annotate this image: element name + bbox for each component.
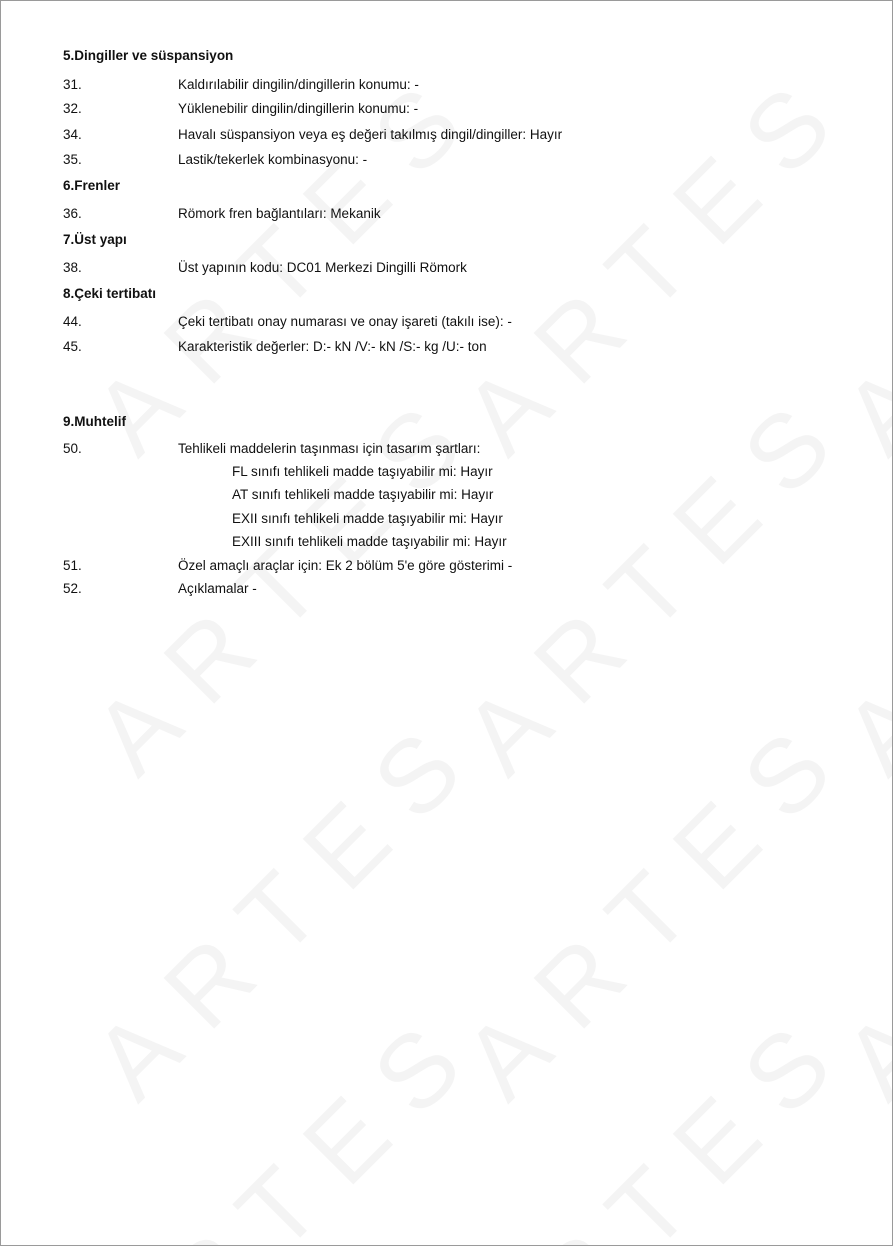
watermark <box>71 363 505 797</box>
watermark <box>441 363 875 797</box>
section-heading-muhtelif: 9.Muhtelif <box>63 414 126 429</box>
sub-item-text: EXII sınıfı tehlikeli madde taşıyabilir mi: Hayır <box>232 511 503 526</box>
item-number: 34. <box>63 127 82 142</box>
watermark <box>71 983 505 1246</box>
item-text: Çeki tertibatı onay numarası ve onay işareti (takılı ise): - <box>178 314 512 329</box>
section-heading-frenler: 6.Frenler <box>63 178 121 193</box>
item-text: Lastik/tekerlek kombinasyonu: - <box>178 152 368 167</box>
item-number: 52. <box>63 581 82 596</box>
sub-item-text: AT sınıfı tehlikeli madde taşıyabilir mi: Hayır <box>232 487 494 502</box>
item-number: 45. <box>63 339 82 354</box>
watermark <box>821 363 893 797</box>
watermark <box>441 43 875 477</box>
watermark <box>71 688 505 1122</box>
watermark <box>441 688 875 1122</box>
item-text: Kaldırılabilir dingilin/dingillerin konumu: - <box>178 77 419 92</box>
item-number: 44. <box>63 314 82 329</box>
section-heading-ust-yapi: 7.Üst yapı <box>63 232 127 247</box>
item-text: Römork fren bağlantıları: Mekanik <box>178 206 381 221</box>
watermark <box>441 983 875 1246</box>
watermark <box>821 43 893 477</box>
item-text: Üst yapının kodu: DC01 Merkezi Dingilli Römork <box>178 260 467 275</box>
item-number: 38. <box>63 260 82 275</box>
item-text: Karakteristik değerler: D:- kN /V:- kN /S:- kg /U:- ton <box>178 339 487 354</box>
item-text: Özel amaçlı araçlar için: Ek 2 bölüm 5'e göre gösterimi - <box>178 558 513 573</box>
item-text: Havalı süspansiyon veya eş değeri takılmış dingil/dingiller: Hayır <box>178 127 563 142</box>
sub-item-text: FL sınıfı tehlikeli madde taşıyabilir mi: Hayır <box>232 464 493 479</box>
section-heading-dingiller: 5.Dingiller ve süspansiyon <box>63 48 234 63</box>
item-number: 51. <box>63 558 82 573</box>
item-text: Tehlikeli maddelerin taşınması için tasarım şartları: <box>178 441 481 456</box>
watermark <box>821 688 893 1122</box>
item-text: Yüklenebilir dingilin/dingillerin konumu: - <box>178 101 419 116</box>
section-heading-ceki-tertibati: 8.Çeki tertibatı <box>63 286 157 301</box>
sub-item-text: EXIII sınıfı tehlikeli madde taşıyabilir mi: Hayır <box>232 534 507 549</box>
item-number: 36. <box>63 206 82 221</box>
item-text: Açıklamalar - <box>178 581 257 596</box>
item-number: 32. <box>63 101 82 116</box>
item-number: 50. <box>63 441 82 456</box>
item-number: 35. <box>63 152 82 167</box>
item-number: 31. <box>63 77 82 92</box>
